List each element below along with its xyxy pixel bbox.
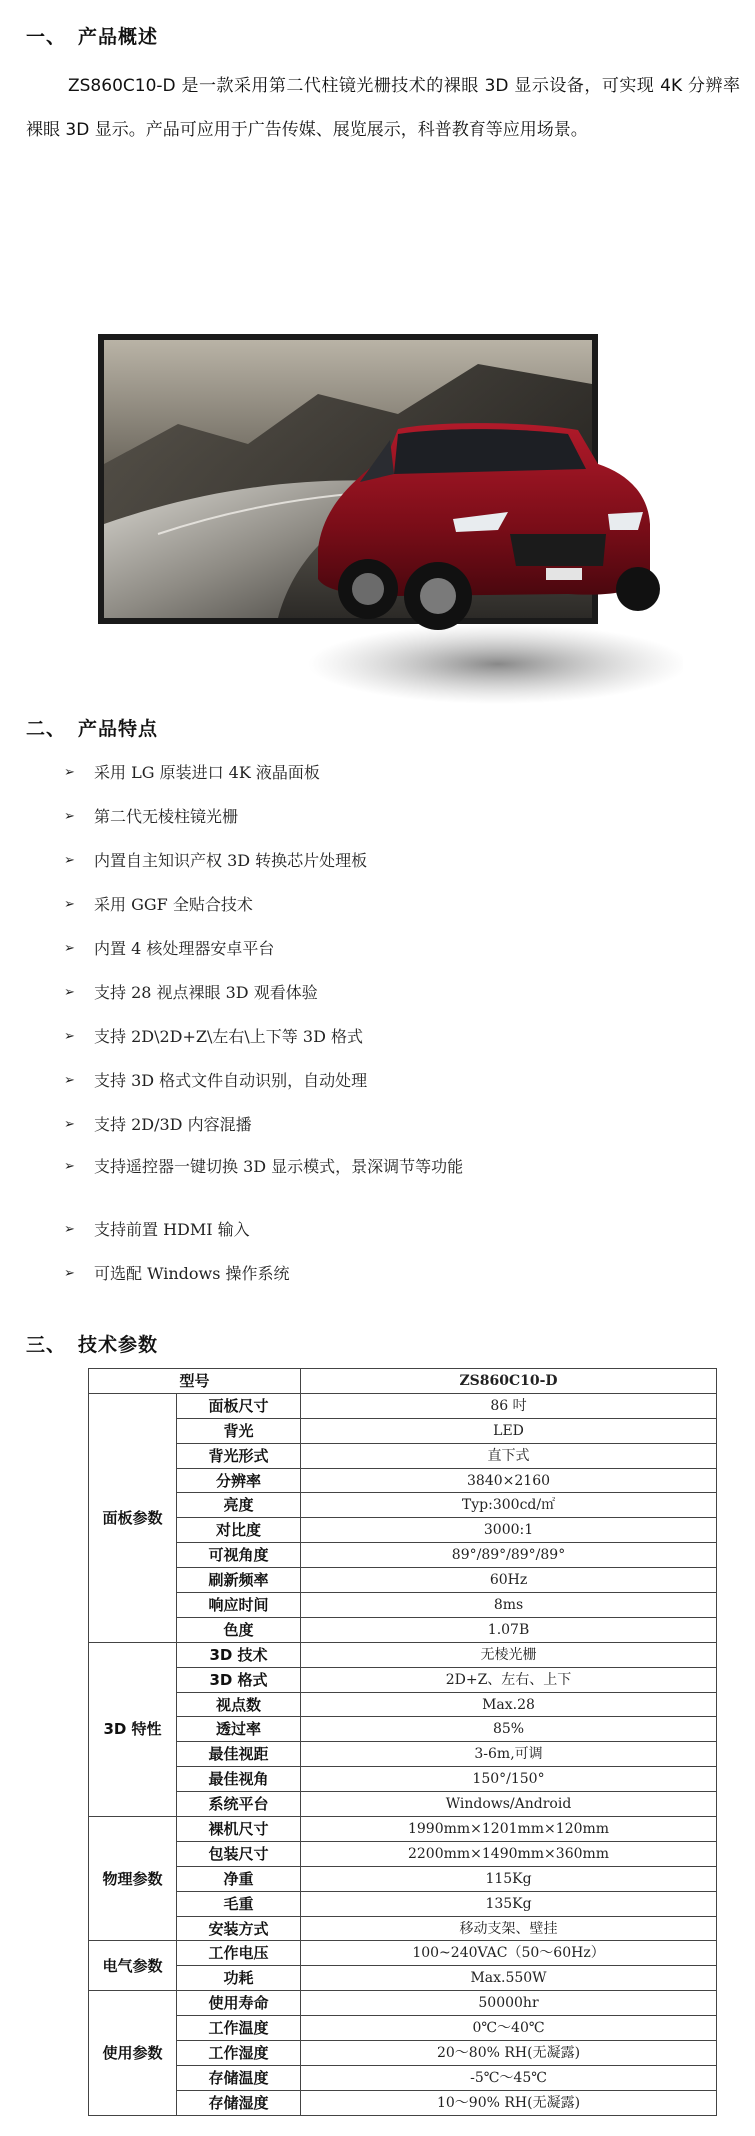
category-cell: 物理参数 — [89, 1817, 177, 1941]
section-heading: 产品概述 — [78, 26, 159, 48]
table-row — [89, 2090, 717, 2115]
param-value: 85% — [301, 1717, 717, 1742]
table-row — [89, 1493, 717, 1518]
param-value: -5℃～45℃ — [301, 2065, 717, 2090]
table-row — [89, 1792, 717, 1817]
param-value: 1990mm×1201mm×120mm — [301, 1817, 717, 1842]
table-row — [89, 1891, 717, 1916]
arrow-bullet-icon: ➢ — [64, 1073, 75, 1088]
arrow-bullet-icon: ➢ — [64, 941, 75, 956]
table-row — [89, 2065, 717, 2090]
table-row — [89, 1866, 717, 1891]
table-header-value: ZS860C10-D — [301, 1369, 717, 1394]
table-row — [89, 1692, 717, 1717]
arrow-bullet-icon: ➢ — [64, 1029, 75, 1044]
list-item — [62, 982, 318, 1004]
param-value: 115Kg — [301, 1866, 717, 1891]
feature-text: 内置 4 核处理器安卓平台 — [94, 939, 275, 958]
arrow-bullet-icon: ➢ — [64, 985, 75, 1000]
param-value: 89°/89°/89°/89° — [301, 1543, 717, 1568]
category-cell: 使用参数 — [89, 1991, 177, 2115]
param-value: 135Kg — [301, 1891, 717, 1916]
table-row — [89, 1593, 717, 1618]
param-name: 净重 — [177, 1866, 301, 1891]
table-row — [89, 2041, 717, 2066]
param-value: 20～80% RH(无凝露) — [301, 2041, 717, 2066]
section-heading: 技术参数 — [78, 1334, 159, 1356]
table-row — [89, 1443, 717, 1468]
feature-text: 采用 LG 原装进口 4K 液晶面板 — [94, 763, 320, 782]
param-value: Windows/Android — [301, 1792, 717, 1817]
list-item — [62, 1219, 250, 1241]
param-name: 工作湿度 — [177, 2041, 301, 2066]
table-row — [89, 1841, 717, 1866]
param-value: 1.07B — [301, 1617, 717, 1642]
spec-table — [88, 1368, 717, 2116]
list-item — [62, 1070, 367, 1092]
feature-text: 支持遥控器一键切换 3D 显示模式，景深调节等功能 — [94, 1157, 464, 1176]
arrow-bullet-icon: ➢ — [64, 809, 75, 824]
table-row — [89, 1543, 717, 1568]
arrow-bullet-icon: ➢ — [64, 765, 75, 780]
category-cell: 面板参数 — [89, 1393, 177, 1642]
param-name: 存储温度 — [177, 2065, 301, 2090]
param-value: 无棱光栅 — [301, 1642, 717, 1667]
param-name: 毛重 — [177, 1891, 301, 1916]
param-name: 最佳视角 — [177, 1767, 301, 1792]
param-name: 视点数 — [177, 1692, 301, 1717]
table-row — [89, 2016, 717, 2041]
arrow-bullet-icon: ➢ — [64, 1159, 75, 1174]
param-name: 使用寿命 — [177, 1991, 301, 2016]
list-item — [62, 1114, 252, 1136]
section-heading: 产品特点 — [78, 718, 159, 740]
section-title-features — [26, 714, 158, 741]
list-item — [62, 894, 253, 916]
table-row — [89, 1767, 717, 1792]
arrow-bullet-icon: ➢ — [64, 853, 75, 868]
section-title-specs — [26, 1330, 158, 1357]
feature-text: 采用 GGF 全贴合技术 — [94, 895, 253, 914]
table-row — [89, 1617, 717, 1642]
param-name: 亮度 — [177, 1493, 301, 1518]
param-value: 3840×2160 — [301, 1468, 717, 1493]
param-name: 响应时间 — [177, 1593, 301, 1618]
param-value: 50000hr — [301, 1991, 717, 2016]
table-row — [89, 1717, 717, 1742]
table-row — [89, 1742, 717, 1767]
table-row — [89, 1667, 717, 1692]
param-value: 直下式 — [301, 1443, 717, 1468]
table-header-key: 型号 — [89, 1369, 301, 1394]
arrow-bullet-icon: ➢ — [64, 1117, 75, 1132]
feature-text: 支持 3D 格式文件自动识别，自动处理 — [94, 1071, 368, 1090]
list-item — [62, 850, 367, 872]
arrow-bullet-icon: ➢ — [64, 1266, 75, 1281]
param-name: 最佳视距 — [177, 1742, 301, 1767]
arrow-bullet-icon: ➢ — [64, 897, 75, 912]
section-title-overview — [26, 22, 158, 49]
table-row — [89, 1568, 717, 1593]
param-name: 工作温度 — [177, 2016, 301, 2041]
param-value: Typ:300cd/㎡ — [301, 1493, 717, 1518]
param-value: 2200mm×1490mm×360mm — [301, 1841, 717, 1866]
param-name: 面板尺寸 — [177, 1393, 301, 1418]
param-name: 功耗 — [177, 1966, 301, 1991]
table-row — [89, 1518, 717, 1543]
param-name: 背光形式 — [177, 1443, 301, 1468]
arrow-bullet-icon: ➢ — [64, 1222, 75, 1237]
param-name: 3D 技术 — [177, 1642, 301, 1667]
param-value: 2D+Z、左右、上下 — [301, 1667, 717, 1692]
feature-text: 支持 28 视点裸眼 3D 观看体验 — [94, 983, 318, 1002]
feature-text: 可选配 Windows 操作系统 — [94, 1264, 290, 1283]
display-illustration — [98, 334, 683, 706]
feature-text: 支持 2D/3D 内容混播 — [94, 1115, 252, 1134]
list-item — [62, 762, 320, 784]
param-name: 系统平台 — [177, 1792, 301, 1817]
param-value: LED — [301, 1418, 717, 1443]
param-name: 对比度 — [177, 1518, 301, 1543]
param-name: 背光 — [177, 1418, 301, 1443]
table-row — [89, 1369, 717, 1394]
param-name: 安装方式 — [177, 1916, 301, 1941]
list-item — [62, 806, 238, 828]
list-item — [62, 1156, 534, 1178]
param-name: 可视角度 — [177, 1543, 301, 1568]
feature-text: 第二代无棱柱镜光栅 — [94, 807, 239, 826]
param-name: 3D 格式 — [177, 1667, 301, 1692]
table-row — [89, 1941, 717, 1966]
feature-text: 支持前置 HDMI 输入 — [94, 1220, 250, 1239]
intro-paragraph: ZS860C10-D 是一款采用第二代柱镜光栅技术的裸眼 3D 显示设备，可实现 4K 分辨率裸眼 3D 显示。产品可应用于广告传媒、展览展示，科普教育等应用场景。 — [26, 76, 740, 140]
param-value: 150°/150° — [301, 1767, 717, 1792]
feature-text: 支持 2D\2D+Z\左右\上下等 3D 格式 — [94, 1027, 363, 1046]
section-number: 二、 — [26, 718, 67, 740]
table-row — [89, 1966, 717, 1991]
feature-text: 内置自主知识产权 3D 转换芯片处理板 — [94, 851, 368, 870]
param-value: 60Hz — [301, 1568, 717, 1593]
param-value: 10～90% RH(无凝露) — [301, 2090, 717, 2115]
product-image — [98, 334, 683, 706]
param-name: 刷新频率 — [177, 1568, 301, 1593]
param-value: 86 吋 — [301, 1393, 717, 1418]
param-name: 工作电压 — [177, 1941, 301, 1966]
param-value: 3000:1 — [301, 1518, 717, 1543]
category-cell: 电气参数 — [89, 1941, 177, 1991]
param-value: 0℃～40℃ — [301, 2016, 717, 2041]
param-value: Max.550W — [301, 1966, 717, 1991]
param-value: 移动支架、壁挂 — [301, 1916, 717, 1941]
table-row — [89, 1418, 717, 1443]
table-row — [89, 1468, 717, 1493]
list-item — [62, 1263, 290, 1285]
param-value: Max.28 — [301, 1692, 717, 1717]
table-row — [89, 1642, 717, 1667]
section-number: 三、 — [26, 1334, 67, 1356]
list-item — [62, 1026, 363, 1048]
param-value: 100~240VAC（50～60Hz） — [301, 1941, 717, 1966]
param-name: 裸机尺寸 — [177, 1817, 301, 1842]
table-row — [89, 1991, 717, 2016]
table-row — [89, 1393, 717, 1418]
table-row — [89, 1916, 717, 1941]
table-row — [89, 1817, 717, 1842]
category-cell: 3D 特性 — [89, 1642, 177, 1816]
param-name: 存储湿度 — [177, 2090, 301, 2115]
param-name: 分辨率 — [177, 1468, 301, 1493]
param-name: 包装尺寸 — [177, 1841, 301, 1866]
param-name: 透过率 — [177, 1717, 301, 1742]
section-number: 一、 — [26, 26, 67, 48]
param-value: 8ms — [301, 1593, 717, 1618]
list-item — [62, 938, 274, 960]
param-value: 3-6m,可调 — [301, 1742, 717, 1767]
param-name: 色度 — [177, 1617, 301, 1642]
